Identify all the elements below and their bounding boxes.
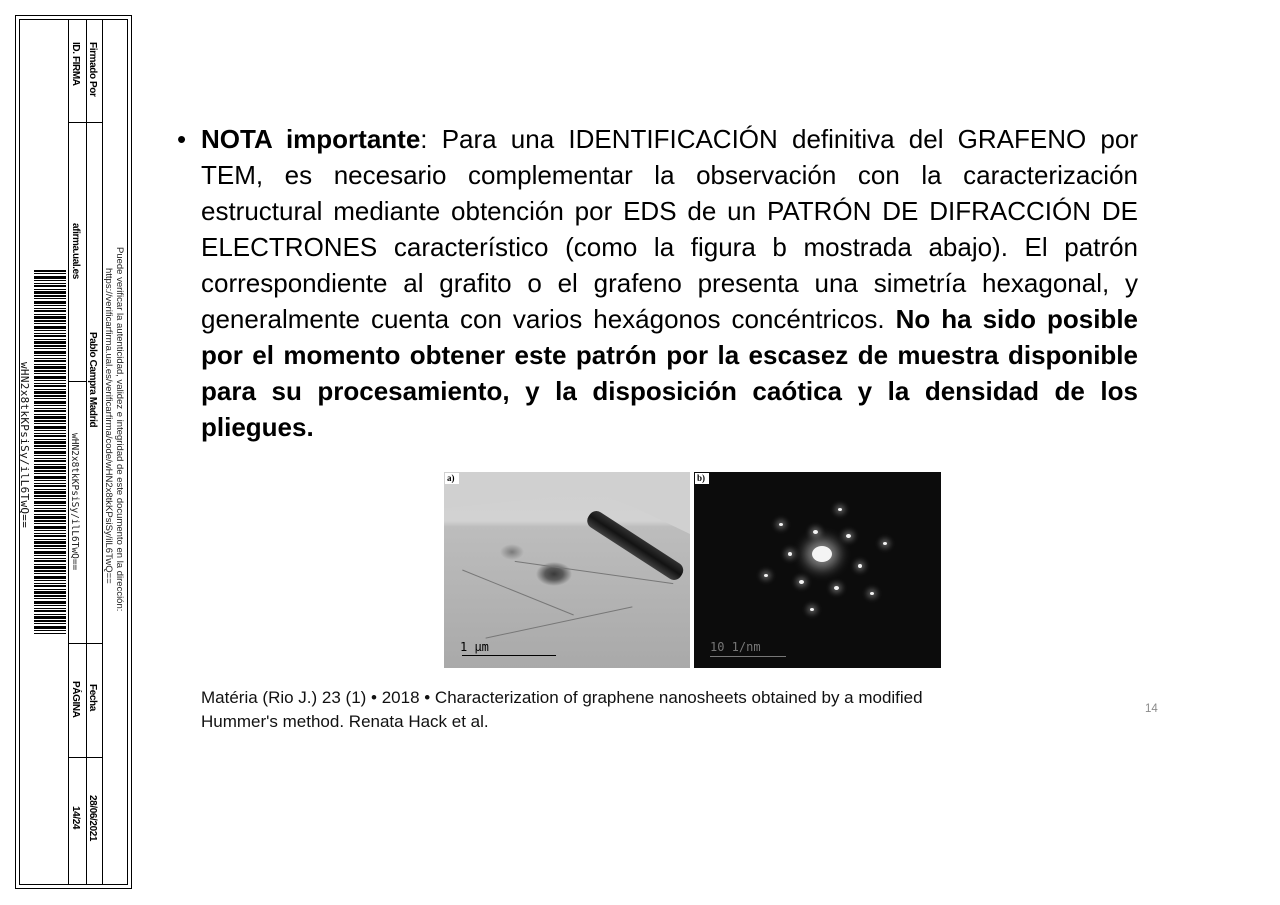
diffraction-spot (883, 542, 887, 545)
column-divider (86, 19, 87, 885)
diffraction-spot (810, 608, 814, 611)
caption-line-1: Matéria (Rio J.) 23 (1) • 2018 • Characterization of graphene nanosheets obtained by a modified (201, 688, 923, 707)
figure-b-label: b) (695, 473, 709, 484)
diffraction-spot (838, 508, 842, 511)
id-label: ID. FIRMA (70, 42, 81, 86)
diffraction-spot (834, 586, 839, 590)
scale-bar-label-a: 1 μm (460, 640, 489, 654)
signed-by-label: Firmado Por (87, 42, 98, 97)
note-paragraph (201, 121, 1138, 445)
note-text: : Para una IDENTIFICACIÓN definitiva del GRAFENO por TEM, es necesario complementar la observación con la caracterización estructural mediante obtención por EDS de un PATRÓN DE DIFRACCIÓN DE ELECTRONES característico (como la figura b mostrada abajo). El patrón correspondiente al grafito o el grafeno presenta una simetría hexagonal, y generalmente cuenta con varios hexágonos concéntricos. (201, 124, 1138, 334)
row-divider (68, 757, 102, 758)
diffraction-spot (788, 552, 792, 556)
diffraction-spot (779, 523, 783, 526)
verify-text: Puede verificar la autenticidad, validez e integridad de este documento en la dirección: (114, 247, 125, 612)
diffraction-pattern-figure-b (694, 472, 941, 668)
verify-url[interactable]: https://verificarfirma.ual.es/verificarfirma/code/wHN2x8tkKPsiSy/ilL6TwQ== (103, 268, 114, 584)
date-label: Fecha (87, 684, 98, 711)
slide-page-number: 14 (1145, 703, 1158, 715)
caption-line-2: Hummer's method. Renata Hack et al. (201, 712, 489, 731)
row-divider (68, 643, 102, 644)
barcode (34, 270, 66, 634)
page-label: PÁGINA (70, 681, 81, 718)
scale-bar-a (462, 655, 556, 656)
id-code: wHN2x8tkKPsiSy/ilL6TwQ== (69, 433, 80, 571)
note-label: NOTA importante (201, 124, 421, 154)
bullet-icon: • (177, 124, 187, 154)
scale-bar-label-b: 10 1/nm (710, 640, 761, 654)
id-host: afirma.ual.es (70, 223, 81, 279)
central-spot (812, 546, 832, 562)
diffraction-spot (846, 534, 851, 538)
wrinkle-line (462, 570, 574, 616)
figure-a-label: a) (445, 473, 459, 484)
diffraction-spot (764, 574, 768, 577)
page-value: 14/24 (70, 806, 81, 830)
tem-image-figure-a (444, 472, 690, 668)
scale-bar-b (710, 656, 786, 657)
row-divider (68, 122, 102, 123)
background-region (444, 472, 690, 534)
signed-by-value: Pablo Campra Madrid (87, 332, 98, 428)
diffraction-spot (813, 530, 818, 534)
date-value: 28/06/2021 (87, 795, 98, 842)
barcode-code: wHN2x8tkKPsiSy/ilL6TwQ== (18, 362, 31, 529)
figure-caption (201, 686, 1061, 734)
note-bold-conclusion: No ha sido posible por el momento obtener este patrón por la escasez de muestra disponible para su procesamiento, y la disposición caótica y la densidad de los pliegues. (201, 304, 1139, 442)
diffraction-spot (799, 580, 804, 584)
wrinkle-line (486, 606, 633, 638)
row-divider (68, 381, 86, 382)
diffraction-spot (858, 564, 862, 568)
diffraction-spot (870, 592, 874, 595)
